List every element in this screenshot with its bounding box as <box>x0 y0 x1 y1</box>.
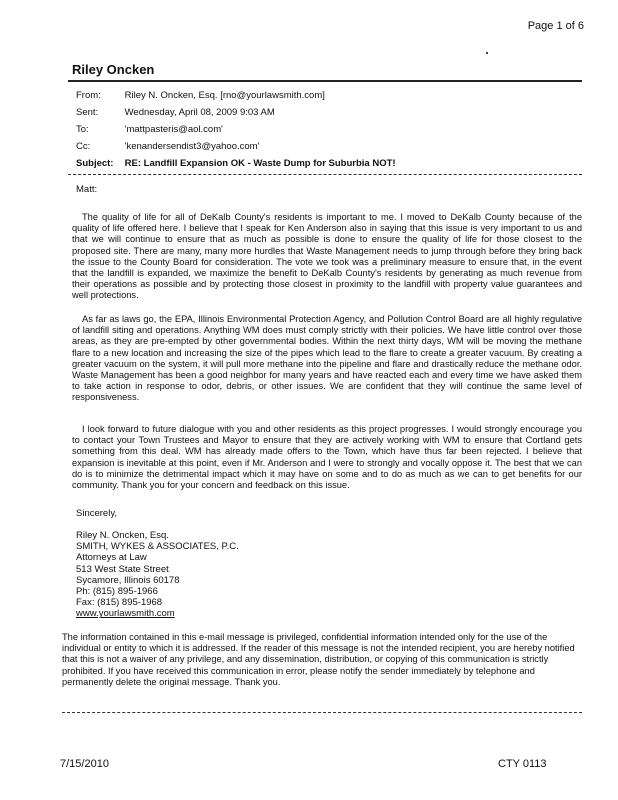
greeting: Matt: <box>76 184 98 195</box>
subject-label: Subject: <box>76 158 114 169</box>
subject-row <box>76 158 396 170</box>
to-row <box>76 124 223 136</box>
page-number: Page 1 of 6 <box>527 20 584 32</box>
footer-date: 7/15/2010 <box>60 758 109 770</box>
to-label: To: <box>76 124 89 135</box>
sent-row <box>76 107 275 119</box>
signature-fax: Fax: (815) 895-1968 <box>76 597 163 609</box>
signature-city: Sycamore, Illinois 60178 <box>76 574 180 586</box>
footer-divider <box>62 712 582 713</box>
scan-speck <box>486 52 488 54</box>
signature-block <box>76 530 239 620</box>
body-paragraph-2: As far as laws go, the EPA, Illinois Environmental Protection Agency, and Pollution Control Board are all highly regulative of landfill siting and operations. Anything WM does must comply strictly with their policies. We have little control over those areas, as they are pre-empted by other governmental bodies. Within the next thirty days, WM will be moving the methane flare to a new location and increasing the size of the pipes which lead to the flare to create a greater vacuum. By creating a greater vacuum on the system, it will pull more methane into the pipeline and flare and drastically reduce the methane odor. Waste Management has been a good neighbor for many years and have reacted each and every time we have asked them to take action in response to odor, debris, or other issues. We are confident that they will continue the same level of responsiveness. <box>72 314 582 403</box>
cc-label: Cc: <box>76 141 91 152</box>
confidentiality-disclaimer: The information contained in this e-mail message is privileged, confidential information intended only for the use of the individual or entity to which it is addressed. If the reader of this message is not the intended recipient, you are hereby notified that this is not a waiver of any privilege, and any dissemination, distribution, or copying of this communication is strictly prohibited. If you have received this communication in error, please notify the sender immediately by telephone and permanently delete the original message. Thank you. <box>62 632 575 687</box>
to-value: 'mattpasteris@aol.com' <box>124 124 223 135</box>
sender-name: Riley Oncken <box>72 62 155 77</box>
cc-row <box>76 141 259 153</box>
signature-title: Attorneys at Law <box>76 552 147 564</box>
body-paragraph-1: The quality of life for all of DeKalb County's residents is important to me. I moved to DeKalb County because of the quality of life offered here. I believe that I speak for Ken Anderson also in saying that this issue is very important to us and that we will continue to ensure that as much as possible is done to ensure the quality of life for those closest to the proposed site. There are many, many more hurdles that Waste Management needs to jump through before they bring back the issue to the County Board for consideration. The vote we took was a preliminary measure to ensure that, in the event that the landfill is expanded, we maximize the benefit to DeKalb County's residents by generating as much revenue from their operations as possible and by protecting those closest in proximity to the landfill with property value guarantees and well protections. <box>72 212 582 301</box>
subject-divider <box>68 174 582 175</box>
closing: Sincerely, <box>76 508 118 519</box>
sent-label: Sent: <box>76 107 99 118</box>
signature-name: Riley N. Oncken, Esq. <box>76 530 169 541</box>
from-label: From: <box>76 90 101 101</box>
from-row <box>76 90 325 102</box>
signature-website-link[interactable]: www.yourlawsmith.com <box>76 608 175 620</box>
bates-number: CTY 0113 <box>498 758 547 770</box>
signature-firm: SMITH, WYKES & ASSOCIATES, P.C. <box>76 541 239 553</box>
subject-value: RE: Landfill Expansion OK - Waste Dump for Suburbia NOT! <box>124 158 396 169</box>
sent-value: Wednesday, April 08, 2009 9:03 AM <box>124 107 275 118</box>
signature-phone: Ph: (815) 895-1966 <box>76 586 158 598</box>
from-value: Riley N. Oncken, Esq. [rno@yourlawsmith.com] <box>124 90 325 101</box>
header-divider <box>68 80 582 82</box>
body-paragraph-3: I look forward to future dialogue with you and other residents as this project progresses. I would strongly encourage you to contact your Town Trustees and Mayor to ensure that they are actively working with WM to ensure that Cortland gets something from this deal. WM has already made offers to the Town, which have thus far been rejected. I believe that expansion is inevitable at this point, even if Mr. Anderson and I were to strongly and vocally oppose it. The best that we can do is to minimize the detrimental impact which it may have on some and to do as much as we can to get benefits for our community. Thank you for your concern and feedback on this issue. <box>72 424 582 491</box>
cc-value: 'kenandersendist3@yahoo.com' <box>124 141 260 152</box>
signature-street: 513 West State Street <box>76 563 169 575</box>
